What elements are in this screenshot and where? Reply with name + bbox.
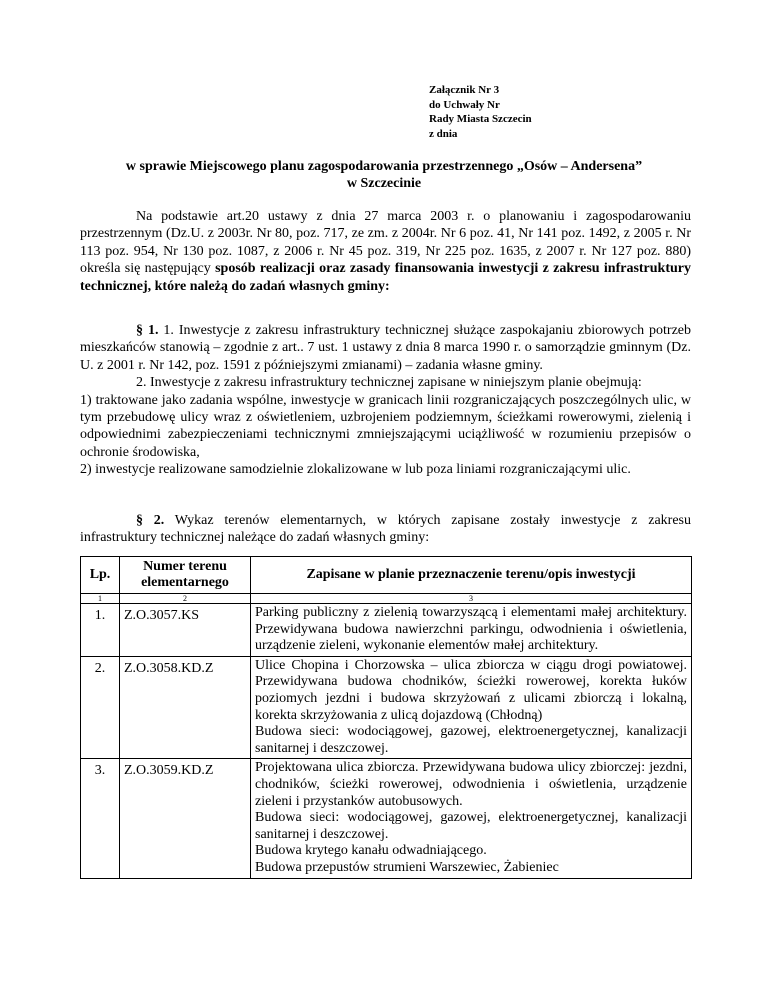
row-number: Z.O.3057.KS — [120, 604, 251, 657]
row-description-line: Budowa przepustów strumieni Warszewiec, Żabieniec — [255, 859, 559, 875]
section-1 — [80, 322, 691, 479]
row-lp: 1. — [81, 604, 120, 657]
section-1-point-2: 2. Inwestycje z zakresu infrastruktury technicznej zapisane w niniejszym planie obejmują: — [136, 375, 642, 391]
intro-bold-text: sposób realizacji oraz zasady finansowania inwestycji z zakresu infrastruktury technicznej, które należą do zadań własnych gminy: — [80, 261, 692, 294]
intro-paragraph — [80, 208, 691, 295]
header-number: Numer terenu elementarnego — [120, 557, 251, 594]
annex-line-4: z dnia — [429, 127, 458, 140]
row-number: Z.O.3058.KD.Z — [120, 656, 251, 759]
section-2-text: Wykaz terenów elementarnych, w których zapisane zostały inwestycje z zakresu infrastruktury technicznej należące do zadań własnych gminy: — [80, 513, 691, 546]
row-description-line: Ulice Chopina i Chorzowska – ulica zbiorcza w ciągu drogi powiatowej. Przewidywana budowa chodników, ścieżki rowerowej, korekta łuków poziomych jezdni i budowa skrzyżowań z ulicami zbiorczą i lokalną, korekta skrzyżowania z ulicą dojazdową (Chłodną) — [255, 657, 687, 723]
section-2 — [80, 512, 691, 547]
document-title — [80, 158, 688, 192]
intro-text: Na podstawie art.20 ustawy z dnia 27 marca 2003 r. o planowaniu i zagospodarowaniu przestrzennym (Dz.U. z 2003r. Nr 80, poz. 717, ze zm. z 2004r. Nr 6 poz. 41, Nr 141 poz. 1492, z 2005 r. Nr 113 poz. 954, Nr 130 poz. 1087, z 2006 r. Nr 45 poz. 319, Nr 225 poz. 1635, z 2007 r. Nr 127 poz. 880) określa się następujący — [80, 209, 691, 277]
section-1-item-1: 1) traktowane jako zadania wspólne, inwestycje w granicach linii rozgraniczających poszczególnych ulic, w tym przebudowę ulicy wraz z oświetleniem, uzbrojeniem podziemnym, ścieżkami rowerowymi, zielenią i odpowiednimi zabezpieczeniami technicznymi zmniejszającymi uciążliwość w rozumieniu przepisów o ochronie środowiska, — [80, 392, 691, 460]
row-lp: 2. — [81, 656, 120, 759]
annex-line-1: Załącznik Nr 3 — [429, 84, 500, 96]
row-description-line: Budowa sieci: wodociągowej, gazowej, elektroenergetycznej, kanalizacji sanitarnej i deszczowej. — [255, 810, 687, 842]
header-lp: Lp. — [81, 557, 120, 594]
header-description: Zapisane w planie przeznaczenie terenu/opis inwestycji — [251, 557, 692, 594]
index-2: 2 — [120, 594, 251, 604]
annex-line-3: Rady Miasta Szczecin — [429, 113, 532, 125]
row-description-line: Budowa sieci: wodociągowej, gazowej, elektroenergetycznej, kanalizacji sanitarnej i deszczowej. — [255, 724, 687, 756]
row-number: Z.O.3059.KD.Z — [120, 759, 251, 878]
section-2-mark: § 2. — [136, 513, 165, 528]
investments-table — [80, 556, 692, 879]
row-description — [251, 656, 692, 759]
row-description-line: Projektowana ulica zbiorcza. Przewidywana budowa ulicy zbiorczej: jezdni, chodników, ścieżki rowerowej, odwodnienia i oświetlenia, urządzenie zieleni i przystanków autobusowych. — [255, 760, 687, 809]
title-line-2: w Szczecinie — [346, 176, 422, 191]
table-row — [81, 656, 692, 759]
annex-header — [429, 83, 532, 141]
index-1: 1 — [81, 594, 120, 604]
section-1-item-2: 2) inwestycje realizowane samodzielnie zlokalizowane w lub poza liniami rozgraniczającymi ulic. — [80, 462, 631, 478]
section-1-point-1: 1. Inwestycje z zakresu infrastruktury technicznej służące zaspokajaniu zbiorowych potrzeb mieszkańców stanowią – zgodnie z art.. 7 ust. 1 ustawy z dnia 8 marca 1990 r. o samorządzie gminnym (Dz. U. z 2001 r. Nr 142, poz. 1591 z późniejszymi zmianami) – zadania własne gminy. — [80, 323, 692, 373]
row-description-line: Budowa krytego kanału odwadniającego. — [255, 843, 487, 859]
table-index-row — [81, 594, 692, 604]
row-lp: 3. — [81, 759, 120, 878]
row-description-line: Parking publiczny z zielenią towarzyszącą i elementami małej architektury. Przewidywana budowa nawierzchni parkingu, odwodnienia i oświetlenia, urządzenie zieleni, wykonanie elementów małej architektury. — [255, 605, 687, 654]
table-header-row — [81, 557, 692, 594]
row-description — [251, 759, 692, 878]
table-row — [81, 759, 692, 878]
section-1-mark: § 1. — [136, 323, 159, 338]
title-line-1: w sprawie Miejscowego planu zagospodarowania przestrzennego „Osów – Andersena” — [125, 159, 643, 174]
row-description — [251, 604, 692, 657]
table-row — [81, 604, 692, 657]
annex-line-2: do Uchwały Nr — [429, 98, 500, 111]
index-3: 3 — [251, 594, 692, 604]
